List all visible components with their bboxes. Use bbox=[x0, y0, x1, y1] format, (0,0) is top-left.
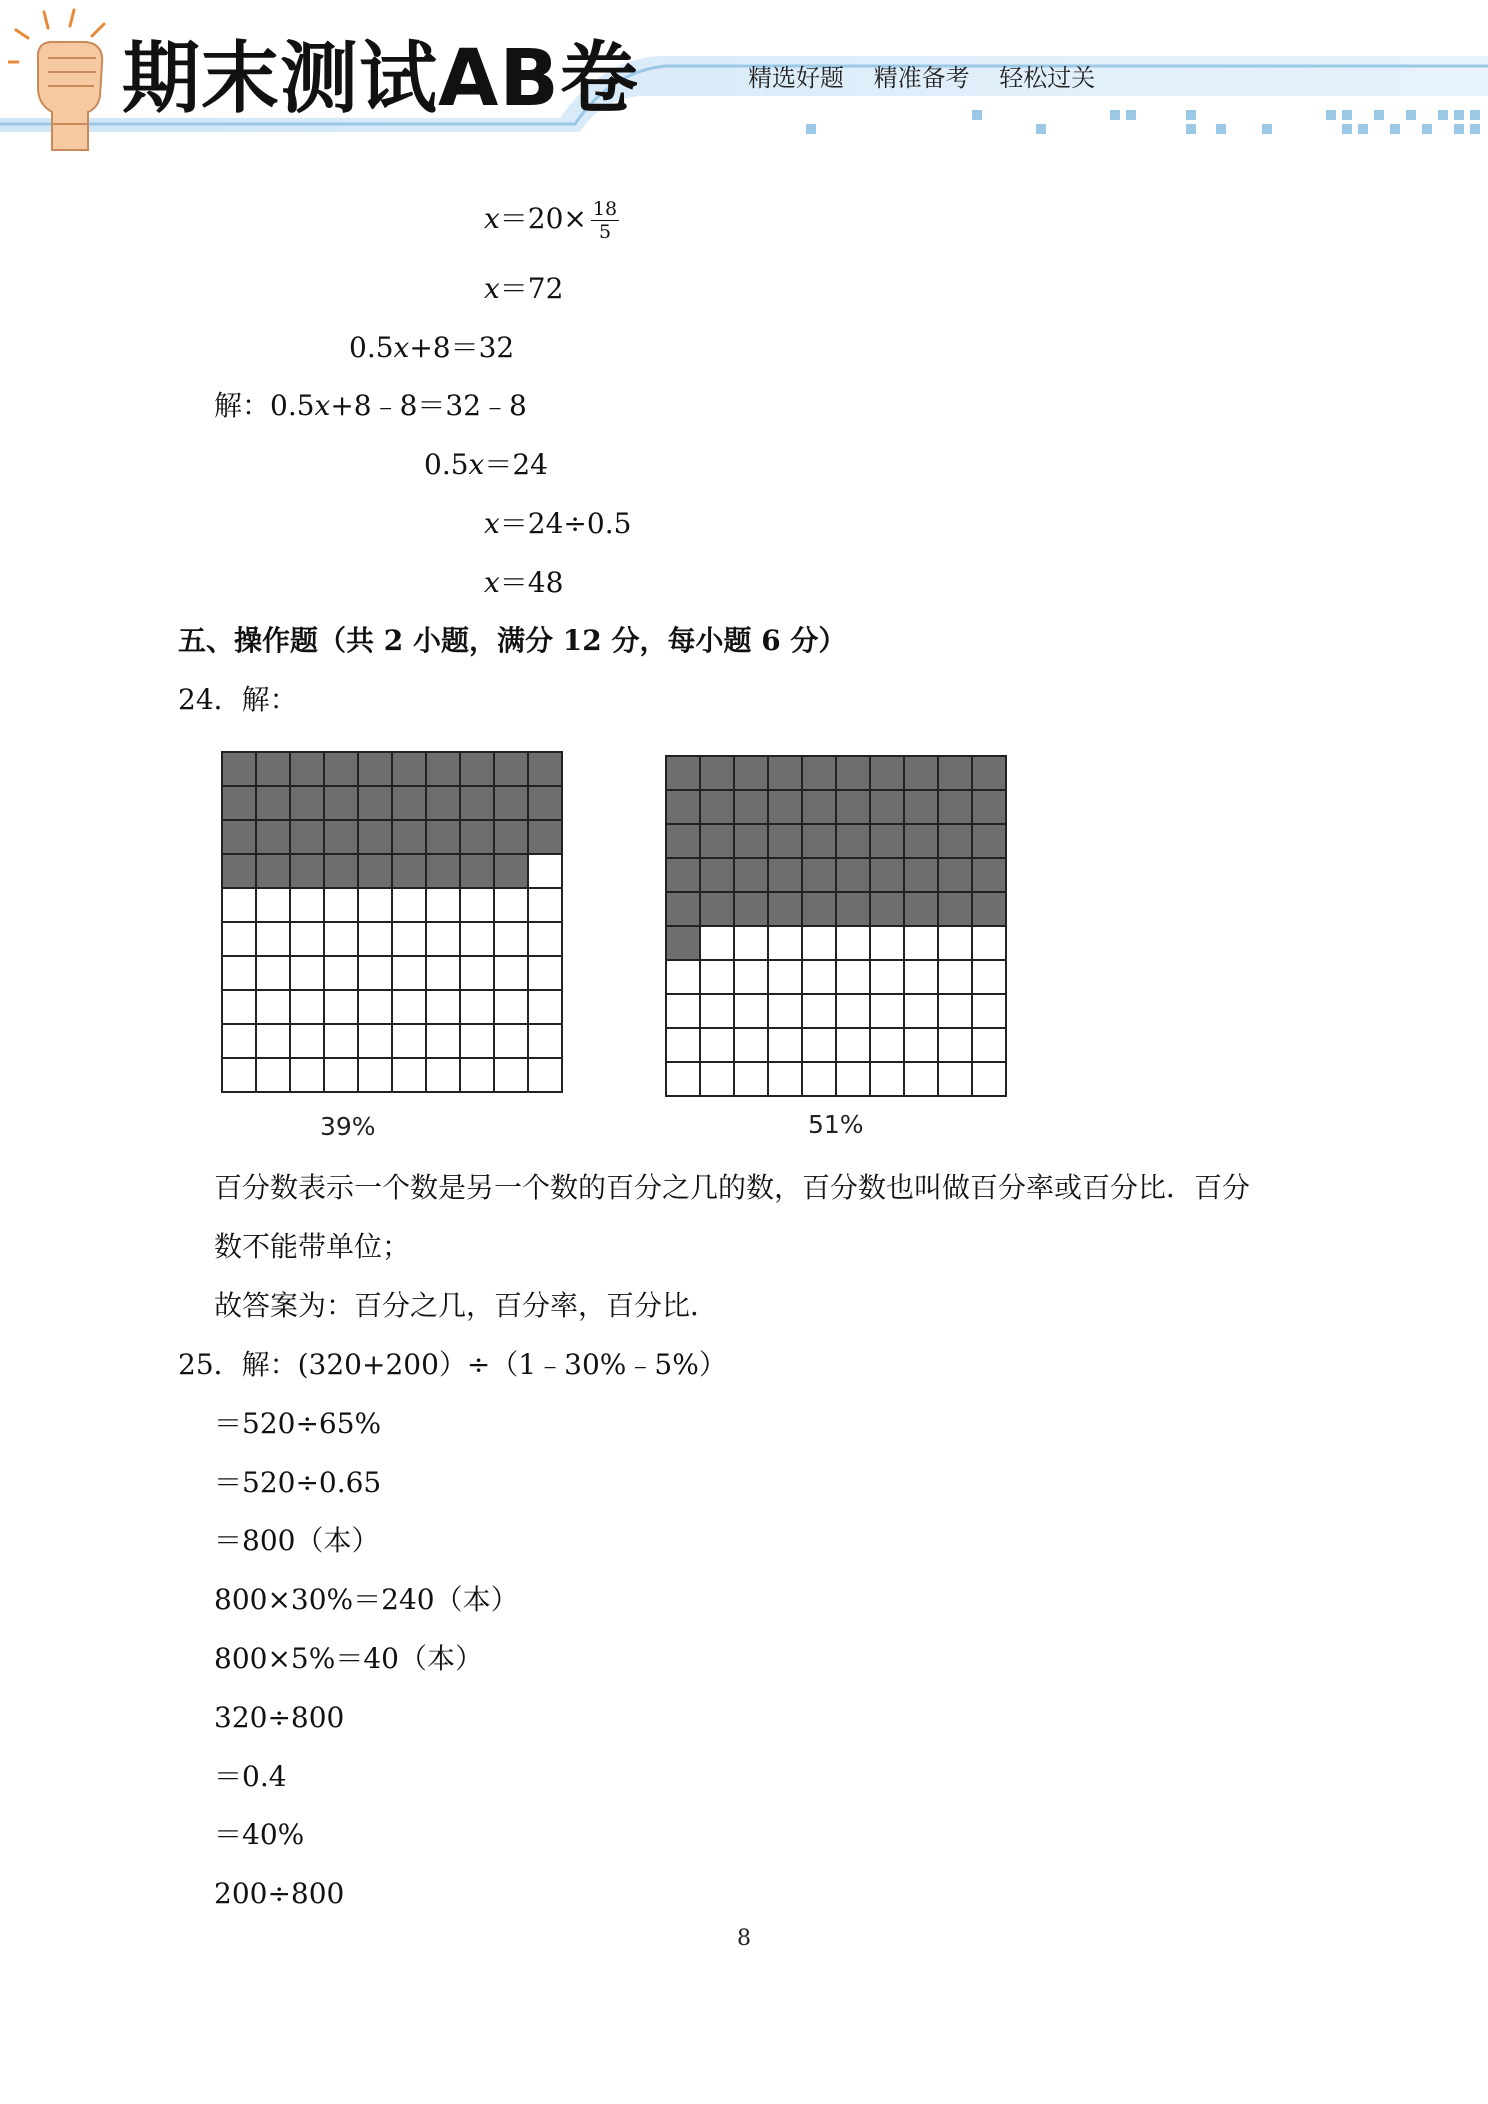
grid-cell bbox=[222, 922, 256, 956]
grid-cell-shaded bbox=[256, 854, 290, 888]
grid-cell bbox=[324, 1058, 358, 1092]
fraction-numerator: 18 bbox=[592, 198, 618, 220]
q24-explanation-1: 百分数表示一个数是另一个数的百分之几的数，百分数也叫做百分率或百分比．百分 bbox=[214, 1171, 1251, 1204]
grid-cell bbox=[768, 1028, 802, 1062]
grid-cell bbox=[426, 990, 460, 1024]
grid-cell bbox=[734, 1028, 768, 1062]
grid-cell-shaded bbox=[460, 854, 494, 888]
hundred-grid-1 bbox=[220, 750, 564, 1098]
grid-cell bbox=[700, 960, 734, 994]
grid-cell-shaded bbox=[904, 756, 938, 790]
eq2-line4 bbox=[484, 507, 631, 541]
grid-cell bbox=[972, 960, 1006, 994]
grid-cell-shaded bbox=[666, 756, 700, 790]
grid-cell-shaded bbox=[256, 752, 290, 786]
grid-cell-shaded bbox=[870, 756, 904, 790]
grid-cell bbox=[426, 956, 460, 990]
grid-cell bbox=[494, 1058, 528, 1092]
eq2-line1-b: +8＝32 bbox=[409, 331, 515, 364]
grid-cell bbox=[222, 888, 256, 922]
grid-cell bbox=[700, 1062, 734, 1096]
q25-step-2: ＝520÷0.65 bbox=[214, 1466, 382, 1499]
grid-cell bbox=[904, 926, 938, 960]
grid-cell bbox=[324, 1024, 358, 1058]
var-x: x bbox=[468, 448, 485, 481]
grid-cell bbox=[802, 994, 836, 1028]
eq2-line5-b: ＝48 bbox=[499, 566, 564, 599]
grid-51-percent bbox=[664, 754, 1008, 1098]
grid-cell bbox=[528, 1024, 562, 1058]
grid-cell-shaded bbox=[426, 820, 460, 854]
grid-cell bbox=[358, 990, 392, 1024]
grid-cell bbox=[324, 888, 358, 922]
grid-cell-shaded bbox=[222, 752, 256, 786]
grid-cell bbox=[494, 990, 528, 1024]
grid-cell bbox=[460, 922, 494, 956]
q24-label: 24．解： bbox=[178, 683, 298, 716]
grid-cell bbox=[494, 888, 528, 922]
grid-cell bbox=[768, 926, 802, 960]
grid-cell bbox=[870, 960, 904, 994]
grid-cell bbox=[256, 1058, 290, 1092]
grid-cell bbox=[528, 922, 562, 956]
grid-cell-shaded bbox=[528, 786, 562, 820]
eq2-line3-a: 0.5 bbox=[424, 448, 469, 481]
grid-cell bbox=[904, 1028, 938, 1062]
grid-cell-shaded bbox=[870, 892, 904, 926]
var-x: x bbox=[484, 566, 500, 599]
grid-cell bbox=[256, 1024, 290, 1058]
q25-step-7: ＝0.4 bbox=[214, 1760, 287, 1793]
header-title: 期末测试AB卷 bbox=[122, 34, 639, 124]
grid-cell-shaded bbox=[700, 824, 734, 858]
grid-cell bbox=[972, 1062, 1006, 1096]
grid-cell bbox=[324, 990, 358, 1024]
grid-cell bbox=[870, 1028, 904, 1062]
grid-cell-shaded bbox=[290, 820, 324, 854]
grid-cell bbox=[426, 922, 460, 956]
grid-cell-shaded bbox=[768, 824, 802, 858]
grid-cell bbox=[802, 926, 836, 960]
grid-cell bbox=[768, 994, 802, 1028]
grid-cell-shaded bbox=[768, 790, 802, 824]
grid-cell-shaded bbox=[938, 892, 972, 926]
fraction bbox=[591, 198, 619, 243]
grid-cell-shaded bbox=[426, 752, 460, 786]
grid-cell bbox=[290, 1024, 324, 1058]
grid-cell bbox=[938, 1028, 972, 1062]
grid-cell-shaded bbox=[904, 858, 938, 892]
grid-cell bbox=[460, 956, 494, 990]
grid-cell bbox=[938, 926, 972, 960]
grid-cell bbox=[972, 926, 1006, 960]
grid-cell-shaded bbox=[836, 824, 870, 858]
grid-cell-shaded bbox=[666, 858, 700, 892]
grid-cell bbox=[222, 956, 256, 990]
grid-cell-shaded bbox=[290, 854, 324, 888]
grid-cell-shaded bbox=[666, 892, 700, 926]
grid-cell bbox=[904, 960, 938, 994]
grid-cell bbox=[938, 994, 972, 1028]
var-x: x bbox=[484, 202, 500, 235]
grid-cell-shaded bbox=[734, 858, 768, 892]
grid-cell-shaded bbox=[972, 892, 1006, 926]
q25-step-1: ＝520÷65% bbox=[214, 1407, 382, 1440]
grid-cell-shaded bbox=[222, 820, 256, 854]
grid-cell bbox=[802, 960, 836, 994]
grid-cell-shaded bbox=[734, 892, 768, 926]
grid-cell bbox=[494, 956, 528, 990]
grid-cell bbox=[836, 1028, 870, 1062]
grid-cell-shaded bbox=[460, 752, 494, 786]
grid-cell-shaded bbox=[358, 854, 392, 888]
grid-cell-shaded bbox=[426, 854, 460, 888]
grid-cell bbox=[836, 926, 870, 960]
grid-cell bbox=[528, 956, 562, 990]
grid-cell bbox=[222, 990, 256, 1024]
grid-cell-shaded bbox=[836, 892, 870, 926]
grid-cell-shaded bbox=[666, 926, 700, 960]
grid-cell-shaded bbox=[494, 786, 528, 820]
grid-cell bbox=[358, 888, 392, 922]
eq2-line2 bbox=[214, 389, 527, 423]
grid-cell-shaded bbox=[972, 756, 1006, 790]
fraction-denominator: 5 bbox=[598, 221, 612, 243]
grid-cell-shaded bbox=[734, 824, 768, 858]
grid-cell bbox=[222, 1024, 256, 1058]
eq2-line1-a: 0.5 bbox=[349, 331, 394, 364]
grid-cell bbox=[666, 1062, 700, 1096]
grid-cell-shaded bbox=[802, 892, 836, 926]
grid-cell-shaded bbox=[528, 820, 562, 854]
q25-step-6: 320÷800 bbox=[214, 1701, 345, 1734]
header-slogans bbox=[748, 58, 1117, 93]
grid-cell bbox=[870, 994, 904, 1028]
grid-cell bbox=[666, 994, 700, 1028]
grid-cell bbox=[290, 990, 324, 1024]
grid-cell-shaded bbox=[802, 824, 836, 858]
grid-cell bbox=[870, 1062, 904, 1096]
grid-cell-shaded bbox=[700, 892, 734, 926]
grid-cell-shaded bbox=[392, 786, 426, 820]
grid-cell bbox=[528, 990, 562, 1024]
grid-cell bbox=[802, 1028, 836, 1062]
grid-cell-shaded bbox=[836, 756, 870, 790]
grid-cell bbox=[460, 990, 494, 1024]
grid-cell-shaded bbox=[938, 790, 972, 824]
grid-cell-shaded bbox=[256, 786, 290, 820]
grid-cell bbox=[460, 1058, 494, 1092]
grid-cell bbox=[528, 854, 562, 888]
grid-cell-shaded bbox=[870, 824, 904, 858]
eq1-line2-rhs: ＝72 bbox=[499, 272, 564, 305]
grid-cell-shaded bbox=[972, 790, 1006, 824]
q25-label: 25．解：(320+200）÷（1﹣30%﹣5%） bbox=[178, 1348, 727, 1381]
grid-cell-shaded bbox=[222, 854, 256, 888]
grid-cell bbox=[666, 960, 700, 994]
eq2-line2-b: +8﹣8＝32﹣8 bbox=[330, 389, 527, 422]
grid-cell-shaded bbox=[904, 790, 938, 824]
grid-cell-shaded bbox=[938, 858, 972, 892]
q25-step-3: ＝800（本） bbox=[214, 1524, 380, 1557]
grid-cell bbox=[392, 1058, 426, 1092]
grid-cell bbox=[256, 956, 290, 990]
grid-cell-shaded bbox=[392, 854, 426, 888]
grid-cell-shaded bbox=[324, 752, 358, 786]
grid-cell bbox=[938, 960, 972, 994]
grid-cell-shaded bbox=[802, 756, 836, 790]
grid-cell-shaded bbox=[460, 820, 494, 854]
grid-cell bbox=[734, 1062, 768, 1096]
grid-cell-shaded bbox=[904, 892, 938, 926]
var-x: x bbox=[484, 507, 500, 540]
grid-cell-shaded bbox=[392, 820, 426, 854]
eq1-line2 bbox=[484, 272, 563, 306]
grid-cell-shaded bbox=[768, 892, 802, 926]
grid-cell bbox=[938, 1062, 972, 1096]
grid-cell bbox=[972, 1028, 1006, 1062]
hundred-grid-2 bbox=[664, 754, 1008, 1102]
eq2-line4-b: ＝24÷0.5 bbox=[499, 507, 632, 540]
grid-cell-shaded bbox=[358, 752, 392, 786]
eq1-line1 bbox=[484, 198, 619, 243]
page-header bbox=[0, 0, 1488, 160]
q25-step-9: 200÷800 bbox=[214, 1877, 345, 1910]
grid-cell-shaded bbox=[734, 790, 768, 824]
grid-cell bbox=[972, 994, 1006, 1028]
grid-cell bbox=[358, 922, 392, 956]
grid-cell-shaded bbox=[700, 858, 734, 892]
grid-1-caption: 39% bbox=[320, 1112, 376, 1141]
grid-cell-shaded bbox=[528, 752, 562, 786]
grid-cell bbox=[392, 990, 426, 1024]
grid-cell bbox=[358, 1024, 392, 1058]
grid-cell bbox=[290, 888, 324, 922]
grid-cell-shaded bbox=[494, 854, 528, 888]
grid-cell-shaded bbox=[256, 820, 290, 854]
grid-cell-shaded bbox=[734, 756, 768, 790]
grid-cell bbox=[392, 956, 426, 990]
grid-cell-shaded bbox=[836, 858, 870, 892]
section-heading: 五、操作题（共 2 小题，满分 12 分，每小题 6 分） bbox=[178, 624, 847, 657]
grid-cell-shaded bbox=[972, 858, 1006, 892]
grid-cell bbox=[426, 1024, 460, 1058]
q25-step-5: 800×5%＝40（本） bbox=[214, 1642, 483, 1675]
grid-cell-shaded bbox=[222, 786, 256, 820]
q25-step-8: ＝40% bbox=[214, 1818, 305, 1851]
slogan-1: 精选好题 bbox=[748, 64, 844, 92]
eq2-line2-a: 解：0.5 bbox=[214, 389, 315, 422]
q24-explanation-2: 数不能带单位； bbox=[214, 1230, 411, 1263]
grid-cell bbox=[836, 960, 870, 994]
var-x: x bbox=[484, 272, 500, 305]
grid-cell-shaded bbox=[870, 790, 904, 824]
grid-cell bbox=[768, 1062, 802, 1096]
fist-icon bbox=[8, 0, 118, 160]
grid-cell-shaded bbox=[358, 786, 392, 820]
grid-cell-shaded bbox=[290, 786, 324, 820]
grid-cell bbox=[256, 888, 290, 922]
grid-39-percent bbox=[220, 750, 564, 1094]
grid-cell bbox=[256, 990, 290, 1024]
var-x: x bbox=[393, 331, 410, 364]
grid-cell bbox=[290, 1058, 324, 1092]
grid-cell bbox=[290, 956, 324, 990]
eq1-line1-rhs: ＝20× bbox=[499, 202, 587, 235]
q25-step-4: 800×30%＝240（本） bbox=[214, 1583, 519, 1616]
grid-cell-shaded bbox=[324, 854, 358, 888]
grid-cell-shaded bbox=[666, 790, 700, 824]
var-x: x bbox=[314, 389, 331, 422]
grid-cell-shaded bbox=[494, 820, 528, 854]
grid-cell-shaded bbox=[836, 790, 870, 824]
grid-cell-shaded bbox=[324, 820, 358, 854]
grid-cell-shaded bbox=[802, 790, 836, 824]
eq2-line1 bbox=[349, 331, 514, 365]
grid-cell bbox=[904, 1062, 938, 1096]
grid-cell-shaded bbox=[972, 824, 1006, 858]
grid-cell bbox=[324, 922, 358, 956]
grid-cell bbox=[870, 926, 904, 960]
grid-cell bbox=[460, 1024, 494, 1058]
grid-cell-shaded bbox=[426, 786, 460, 820]
grid-cell bbox=[734, 994, 768, 1028]
grid-cell-shaded bbox=[324, 786, 358, 820]
eq2-line5 bbox=[484, 566, 563, 600]
grid-cell bbox=[392, 888, 426, 922]
page-number: 8 bbox=[737, 1926, 751, 1951]
grid-cell bbox=[700, 1028, 734, 1062]
grid-cell-shaded bbox=[802, 858, 836, 892]
eq2-line3-b: ＝24 bbox=[484, 448, 548, 481]
grid-cell-shaded bbox=[290, 752, 324, 786]
grid-cell-shaded bbox=[392, 752, 426, 786]
grid-cell bbox=[734, 960, 768, 994]
grid-cell-shaded bbox=[904, 824, 938, 858]
grid-cell bbox=[494, 922, 528, 956]
eq2-line3 bbox=[424, 448, 548, 482]
grid-cell-shaded bbox=[494, 752, 528, 786]
grid-cell bbox=[836, 1062, 870, 1096]
grid-cell bbox=[392, 1024, 426, 1058]
grid-cell bbox=[904, 994, 938, 1028]
grid-cell bbox=[700, 994, 734, 1028]
slogan-3: 轻松过关 bbox=[999, 64, 1096, 92]
grid-cell bbox=[324, 956, 358, 990]
grid-2-caption: 51% bbox=[808, 1110, 864, 1139]
grid-cell bbox=[734, 926, 768, 960]
grid-cell-shaded bbox=[700, 790, 734, 824]
grid-cell-shaded bbox=[460, 786, 494, 820]
grid-cell bbox=[392, 922, 426, 956]
grid-cell bbox=[494, 1024, 528, 1058]
slogan-2: 精准备考 bbox=[873, 64, 970, 92]
grid-cell bbox=[802, 1062, 836, 1096]
grid-cell bbox=[358, 956, 392, 990]
grid-cell-shaded bbox=[358, 820, 392, 854]
grid-cell bbox=[700, 926, 734, 960]
grid-cell bbox=[666, 1028, 700, 1062]
grid-cell bbox=[426, 1058, 460, 1092]
grid-cell-shaded bbox=[700, 756, 734, 790]
grid-cell-shaded bbox=[768, 858, 802, 892]
grid-cell-shaded bbox=[938, 824, 972, 858]
grid-cell-shaded bbox=[768, 756, 802, 790]
grid-cell bbox=[528, 1058, 562, 1092]
grid-cell bbox=[290, 922, 324, 956]
grid-cell bbox=[460, 888, 494, 922]
grid-cell bbox=[256, 922, 290, 956]
q24-answer: 故答案为：百分之几，百分率，百分比． bbox=[214, 1289, 719, 1322]
grid-cell-shaded bbox=[870, 858, 904, 892]
grid-cell bbox=[528, 888, 562, 922]
grid-cell bbox=[222, 1058, 256, 1092]
grid-cell bbox=[358, 1058, 392, 1092]
grid-cell bbox=[768, 960, 802, 994]
grid-cell bbox=[426, 888, 460, 922]
grid-cell bbox=[836, 994, 870, 1028]
grid-cell-shaded bbox=[938, 756, 972, 790]
grid-cell-shaded bbox=[666, 824, 700, 858]
